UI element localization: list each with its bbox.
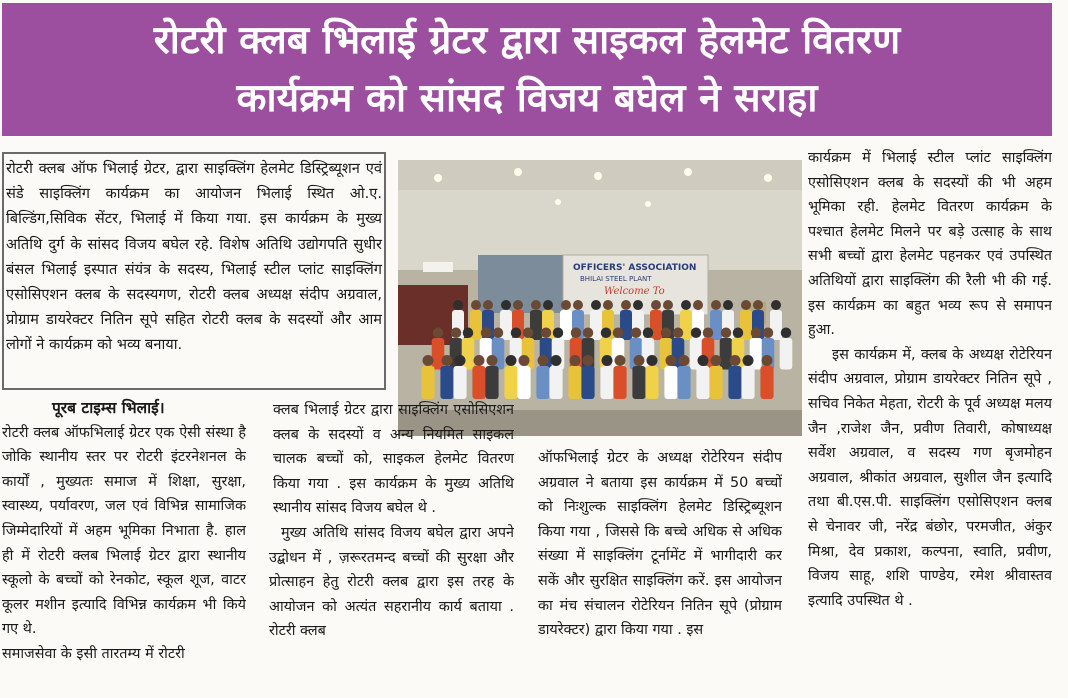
person-head: [463, 328, 474, 339]
person-body: [696, 366, 709, 399]
person-body: [485, 366, 498, 399]
person-head: [442, 355, 453, 366]
person-head: [511, 328, 522, 339]
person-head: [531, 300, 541, 310]
person-head: [673, 328, 684, 339]
person-head: [538, 355, 549, 366]
intro-text: रोटरी क्लब ऑफ भिलाई ग्रेटर, द्वारा साइक्लिंग हेलमेट डिस्ट्रिब्यूशन एवं संडे साइक्लिंग कार्यक्रम का आयोजन भिलाई स्थित ओ.ए. बिल्डिंग,सिविक सेंटर, भिलाई में किया गया. इस कार्यक्रम के मुख्य अतिथि दुर्ग के सांसद विजय बघेल रहे. विशेष अतिथि उद्योगपति सुधीर बंसल भिलाई इस्पात संयंत्र के सदस्य, भिलाई स्टील प्लांट साइक्लिंग एसोसिएशन क्लब के सदस्यगण, रोटरी क्लब अध्यक्ष संदीप अग्रवाल, प्रोग्राम डायरेक्टर नितिन सूपे सहित रोटरी क्लब के सदस्यों और आम लोगों ने कार्यक्रम को भव्य बनाया.: [6, 160, 382, 354]
person-head: [634, 355, 645, 366]
person-head: [723, 300, 733, 310]
column-1-text: रोटरी क्लब ऑफभिलाई ग्रेटर एक ऐसी संस्था है जोकि स्थानीय स्तर पर रोटरी इंटरनेशनल के कार्यों , मुख्यतः समाज में शिक्षा, सुरक्षा, स्वास्थ्य, पर्यावरण, जल एवं विभिन्न सामाजिक जिम्मेदारियों में अहम भूमिका निभाता है. हाल ही में रोटरी क्लब भिलाई ग्रेटर द्वारा स्थानीय स्कूलो के बच्चों को रेनकोट, स्कूल शूज, वाटर कूलर मशीन इत्यादि विभिन्न कार्यक्रम भी किये गए थे.: [2, 424, 246, 638]
people-group: [398, 160, 802, 436]
person-head: [711, 300, 721, 310]
person-body: [440, 366, 453, 399]
person-head: [681, 300, 691, 310]
person-head: [513, 300, 523, 310]
column-2: [269, 398, 514, 698]
person-head: [483, 300, 493, 310]
person-body: [421, 366, 434, 399]
person-head: [633, 300, 643, 310]
person-head: [519, 355, 530, 366]
person-head: [743, 355, 754, 366]
person-body: [568, 366, 581, 399]
person-body: [632, 366, 645, 399]
person-head: [721, 328, 732, 339]
person-body: [728, 366, 741, 399]
person-body: [504, 366, 517, 399]
person-head: [583, 328, 594, 339]
person-head: [703, 328, 714, 339]
person-head: [613, 328, 624, 339]
person-head: [753, 300, 763, 310]
person-head: [583, 355, 594, 366]
person-head: [474, 355, 485, 366]
person-head: [763, 328, 774, 339]
person-head: [711, 355, 722, 366]
person-head: [551, 355, 562, 366]
byline: पूरब टाइम्स भिलाई।: [52, 399, 165, 417]
person-head: [423, 355, 434, 366]
person-head: [666, 355, 677, 366]
person-head: [781, 328, 792, 339]
person-body: [600, 366, 613, 399]
person-head: [661, 328, 672, 339]
person-head: [570, 355, 581, 366]
column-1-text-2: समाजसेवा के इसी तारतम्य में रोटरी: [2, 645, 185, 662]
person-body: [613, 366, 626, 399]
person-head: [663, 300, 673, 310]
person-head: [647, 355, 658, 366]
person-head: [481, 328, 492, 339]
person-head: [487, 355, 498, 366]
person-body: [432, 338, 445, 370]
event-photo: [398, 160, 802, 436]
headline-line-2: कार्यक्रम को सांसद विजय बघेल ने सराहा: [236, 75, 818, 121]
person-head: [571, 328, 582, 339]
person-head: [453, 300, 463, 310]
person-head: [693, 300, 703, 310]
banner-text-3: Welcome To: [604, 286, 665, 297]
person-body: [645, 366, 658, 399]
person-head: [733, 328, 744, 339]
column-4-paragraph-2: इस कार्यक्रम में, क्लब के अध्यक्ष रोटेरियन संदीप अग्रवाल, प्रोग्राम डायरेक्टर नितिन सूपे , सचिव निकेत मेहता, रोटरी के पूर्व अध्यक्ष मलय जैन ,राजेश जैन, प्रवीण तिवारी, कोषाध्यक्ष सर्वेश अग्रवाल, व सदस्य गण बृजमोहन अग्रवाल, श्रीकांत अग्रवाल, सुशील जैन इत्यादि तथा बी.एस.पी. साइक्लिंग एसोसिएशन क्लब से चेनावर जी, नरेंद्र बंछोर, परमजीत, अंकुर मिश्रा, देव प्रकाश, कल्पना, स्वाति, प्रवीण, विजय साहू, शशि पाण्डेय, रमेश श्रीवास्तव इत्यादि उपस्थित थे .: [808, 346, 1052, 609]
person-head: [751, 328, 762, 339]
person-body: [664, 366, 677, 399]
person-body: [677, 366, 690, 399]
person-head: [631, 328, 642, 339]
person-head: [651, 300, 661, 310]
person-head: [451, 328, 462, 339]
column-2-paragraph-2: मुख्य अतिथि सांसद विजय बघेल द्वारा अपने उद्बोधन में , ज़रूरतमन्द बच्चों की सुरक्षा और प्रोत्साहन हेतु रोटरी क्लब द्वारा इस तरह के आयोजन को अत्यंत सहरानीय कार्य बताया . रोटरी क्लब: [269, 524, 514, 640]
person-head: [591, 300, 601, 310]
column-4: [808, 146, 1052, 698]
person-body: [741, 366, 754, 399]
person-body: [750, 338, 763, 370]
person-body: [517, 366, 530, 399]
person-head: [506, 355, 517, 366]
person-body: [472, 366, 485, 399]
column-2-paragraph-1: क्लब भिलाई ग्रेटर द्वारा साइक्लिंग एसोसिएशन क्लब के सदस्यों व अन्य नियमित साइकल चालक बच्चों को, साइकल हेलमेट वितरण किया गया . इस कार्यक्रम के मुख्य अतिथि स्थानीय सांसद विजय बघेल थे .: [273, 402, 514, 517]
intro-box: [2, 152, 386, 390]
person-body: [581, 366, 594, 399]
person-body: [549, 366, 562, 399]
person-head: [543, 300, 553, 310]
person-head: [615, 355, 626, 366]
headline-banner: [2, 3, 1052, 136]
person-head: [621, 300, 631, 310]
person-body: [453, 366, 466, 399]
column-3-text: ऑफभिलाई ग्रेटर के अध्यक्ष रोटेरियन संदीप अग्रवाल ने बताया इस कार्यक्रम में 50 बच्चों को निःशुल्क साइक्लिंग हेलमेट डिस्ट्रिब्यूशन किया गया , जिससे कि बच्चे अधिक से अधिक संख्या में साइक्लिंग टूर्नामेंट में भागीदारी कर सकें और सुरक्षित साइक्लिंग करें. इस आयोजन का मंच संचालन रोटेरियन नितिन सूपे (प्रोग्राम डायरेक्टर) द्वारा किया गया . इस: [538, 450, 782, 639]
person-head: [561, 300, 571, 310]
person-head: [471, 300, 481, 310]
person-body: [462, 338, 475, 370]
person-head: [523, 328, 534, 339]
column-4-paragraph-1: कार्यक्रम में भिलाई स्टील प्लांट साइक्लिंग एसोसिएशन क्लब के सदस्यों की भी अहम भूमिका रही. हेलमेट वितरण कार्यक्रम के पश्चात हेलमेट मिलने पर बड़े उत्साह के साथ सभी बच्चों द्वारा हेलमेट पहनकर एवं उपस्थित अतिथियों द्वारा साइक्लिंग की रैली भी की गई. इस कार्यक्रम का बहुत भव्य रूप से समापन हुआ.: [808, 150, 1052, 339]
person-head: [643, 328, 654, 339]
person-head: [602, 355, 613, 366]
person-head: [433, 328, 444, 339]
person-head: [741, 300, 751, 310]
person-head: [603, 300, 613, 310]
person-head: [553, 328, 564, 339]
person-head: [493, 328, 504, 339]
headline-line-1: रोटरी क्लब भिलाई ग्रेटर द्वारा साइकल हेलमेट वितरण: [153, 17, 901, 63]
person-head: [501, 300, 511, 310]
column-1: [2, 396, 246, 698]
person-head: [762, 355, 773, 366]
person-head: [601, 328, 612, 339]
person-head: [771, 300, 781, 310]
person-body: [709, 366, 722, 399]
column-3: [538, 446, 782, 698]
person-head: [730, 355, 741, 366]
person-body: [536, 366, 549, 399]
banner-text-2: BHILAI STEEL PLANT: [580, 275, 652, 283]
person-head: [691, 328, 702, 339]
person-head: [455, 355, 466, 366]
person-body: [760, 366, 773, 399]
person-head: [679, 355, 690, 366]
person-body: [720, 338, 733, 370]
person-head: [698, 355, 709, 366]
banner-text-1: OFFICERS' ASSOCIATION: [573, 263, 697, 273]
person-head: [573, 300, 583, 310]
person-body: [780, 338, 793, 370]
person-head: [541, 328, 552, 339]
